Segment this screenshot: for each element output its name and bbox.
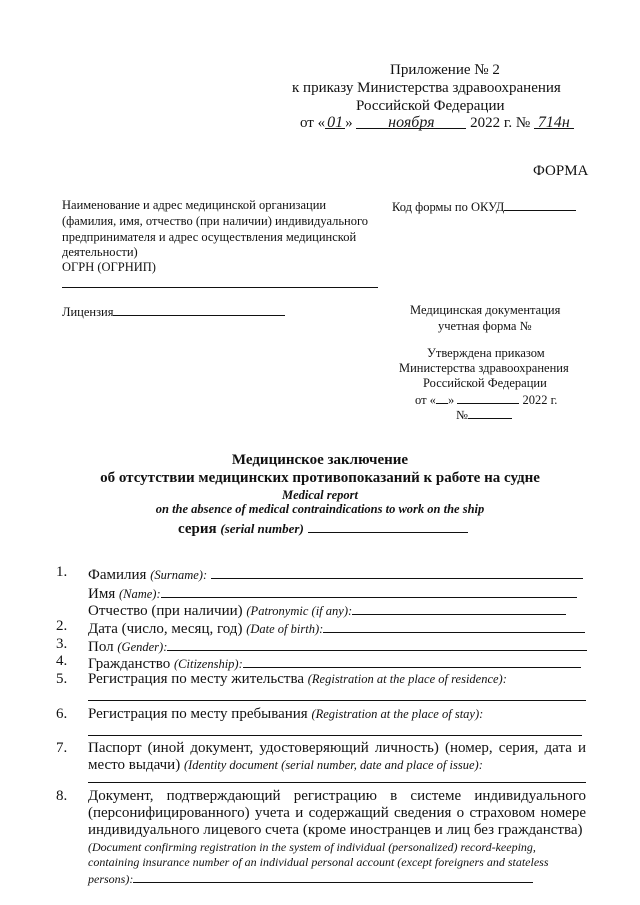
title-en-2: on the absence of medical contraindications to work on the ship	[155, 502, 485, 516]
title-line-1: Медицинское заключение	[231, 452, 409, 468]
passport-line-2	[88, 757, 483, 774]
citizenship-label: Гражданство	[88, 656, 171, 672]
license-field[interactable]	[113, 303, 285, 316]
title-line-2: об отсутствии медицинских противопоказаний к работе на судне	[100, 470, 540, 486]
field-8-number: 8.	[56, 788, 68, 804]
citizenship-field[interactable]	[243, 653, 581, 668]
snils-en-line-3	[88, 870, 533, 888]
residence-label: Регистрация по месту жительства	[88, 671, 304, 687]
appendix-line-3: Российской Федерации	[356, 98, 505, 114]
passport-field[interactable]	[88, 782, 586, 783]
patronymic-field[interactable]	[352, 600, 566, 615]
passport-label-en: (Identity document (serial number, date and place of issue):	[183, 758, 483, 772]
field-dob	[88, 618, 585, 638]
series-line	[178, 518, 468, 538]
snils-label-1: Документ, подтверждающий регистрацию в системе индивидуального	[88, 788, 586, 804]
approved-day-field[interactable]	[436, 391, 448, 404]
field-3-number: 3.	[56, 636, 68, 652]
gender-field[interactable]	[167, 636, 587, 651]
field-6-number: 6.	[56, 706, 68, 722]
field-2-number: 2.	[56, 618, 68, 634]
field-5-number: 5.	[56, 671, 68, 687]
passport-label: Паспорт (иной документ, удостоверяющий личность) (номер, серия, дата и	[88, 740, 586, 756]
approved-line-2: Министерства здравоохранения	[399, 361, 569, 375]
dob-label-en: (Date of birth):	[246, 622, 324, 636]
form-label: ФОРМА	[533, 163, 589, 179]
name-label: Имя	[88, 586, 116, 602]
approved-number-field[interactable]	[468, 406, 512, 419]
snils-line-3	[88, 822, 583, 839]
field-citizenship	[88, 653, 581, 673]
surname-label-en: (Surname):	[150, 568, 208, 582]
med-doc-line-2: учетная форма №	[438, 319, 532, 333]
appendix-line-1: Приложение № 2	[390, 62, 500, 78]
gender-label-en: (Gender):	[117, 640, 168, 654]
date-day-handwritten: 01	[327, 114, 344, 131]
passport-label-cont: место выдачи)	[88, 757, 181, 773]
dob-field[interactable]	[323, 618, 585, 633]
snils-en-line-2: containing insurance number of an individual personal account (except foreigners and stateless	[88, 855, 549, 869]
field-patronymic	[88, 600, 566, 620]
appendix-line-2: к приказу Министерства здравоохранения	[292, 80, 561, 96]
stay-label: Регистрация по месту пребывания	[88, 706, 308, 722]
ogrn-label: ОГРН (ОГРНИП)	[62, 260, 156, 274]
surname-label: Фамилия	[88, 567, 147, 583]
approved-date-open: от «	[415, 393, 436, 407]
field-1-number: 1.	[56, 564, 68, 580]
org-line-3: предпринимателя и адрес осуществления медицинской	[62, 230, 357, 244]
residence-field[interactable]	[88, 700, 586, 701]
org-line-2: (фамилия, имя, отчество (при наличии) индивидуального	[62, 214, 369, 228]
date-suffix: 2022 г. №	[470, 115, 531, 131]
order-number-handwritten: 714н	[534, 114, 574, 129]
okud-field[interactable]	[504, 198, 576, 211]
license-text: Лицензия	[62, 305, 114, 319]
snils-en-line-1: (Document confirming registration in the system of individual (personalized) record-keeping,	[88, 840, 536, 854]
license-label	[62, 303, 285, 320]
org-line-4: деятельности)	[62, 245, 138, 259]
approved-number-label: №	[456, 408, 468, 422]
patronymic-label-en: (Patronymic (if any):	[246, 604, 353, 618]
appendix-date-line	[300, 114, 574, 132]
field-4-number: 4.	[56, 653, 68, 669]
name-field[interactable]	[161, 583, 577, 598]
field-7-number: 7.	[56, 740, 68, 756]
patronymic-label: Отчество (при наличии)	[88, 603, 243, 619]
series-field[interactable]	[308, 518, 468, 533]
passport-line-1	[88, 740, 586, 757]
snils-label-3: индивидуального лицевого счета (кроме иностранцев и лиц без гражданства)	[88, 822, 583, 838]
okud-label	[392, 198, 576, 215]
snils-label-en-3: persons):	[88, 872, 134, 886]
field-residence	[88, 671, 507, 688]
approved-year: 2022 г.	[522, 393, 558, 407]
date-prefix: от «	[300, 115, 326, 131]
approved-line-1: Утверждена приказом	[427, 346, 545, 360]
title-en-1: Medical report	[281, 488, 359, 502]
approved-month-field[interactable]	[457, 391, 519, 404]
date-month-handwritten: ноября	[356, 114, 466, 129]
date-mid: »	[345, 115, 353, 131]
org-line-1: Наименование и адрес медицинской организации	[62, 198, 327, 212]
series-label: серия	[178, 521, 217, 537]
series-label-en: (serial number)	[220, 521, 304, 536]
residence-label-en: (Registration at the place of residence):	[307, 672, 507, 686]
name-label-en: (Name):	[118, 587, 161, 601]
stay-field[interactable]	[88, 735, 582, 736]
med-doc-line-1: Медицинская документация	[410, 303, 561, 317]
dob-label: Дата (число, месяц, год)	[88, 621, 243, 637]
org-underline	[62, 287, 378, 288]
snils-line-1	[88, 788, 586, 805]
surname-field[interactable]	[211, 564, 583, 579]
citizenship-label-en: (Citizenship):	[174, 657, 243, 671]
approved-line-3: Российской Федерации	[423, 376, 547, 390]
snils-label-2: (персонифицированного) учета и содержащий сведения о страховом номере	[88, 805, 586, 821]
snils-line-2	[88, 805, 586, 822]
stay-label-en: (Registration at the place of stay):	[311, 707, 484, 721]
approved-number-line	[456, 406, 512, 423]
okud-text: Код формы по ОКУД	[392, 200, 505, 214]
snils-field[interactable]	[133, 870, 533, 883]
approved-date-close: »	[447, 393, 455, 407]
field-stay	[88, 706, 483, 723]
gender-label: Пол	[88, 639, 114, 655]
field-surname	[88, 564, 583, 584]
